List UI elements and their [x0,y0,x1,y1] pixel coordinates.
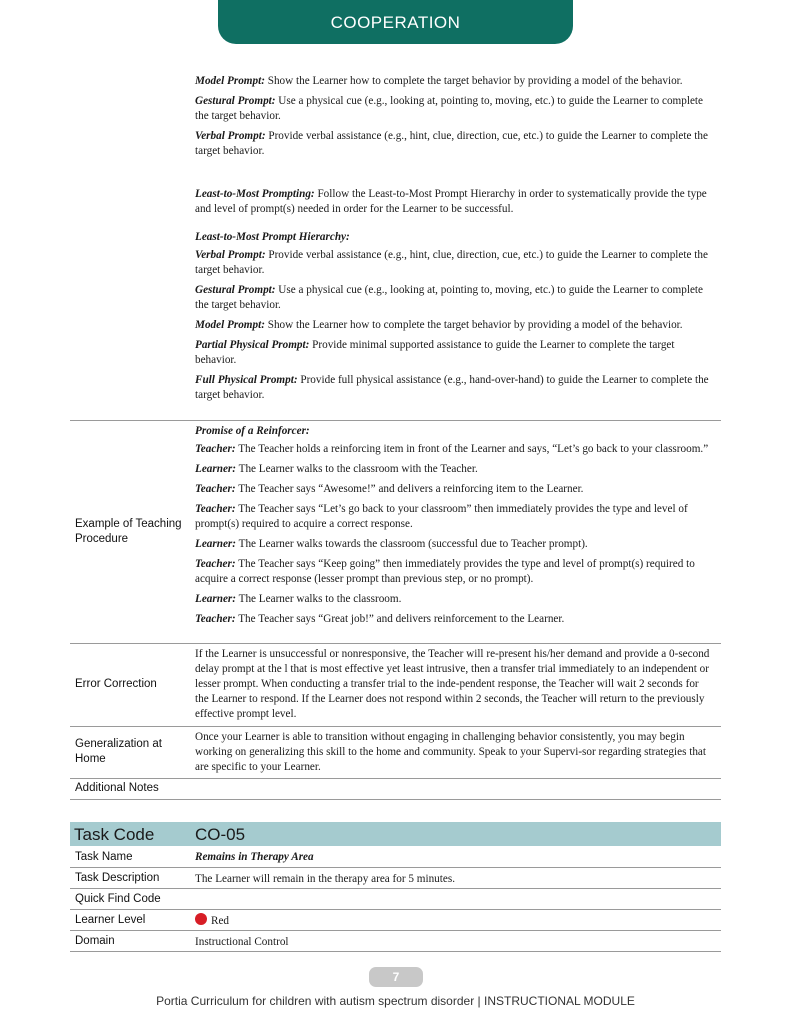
hierarchy-item: Gestural Prompt: Use a physical cue (e.g., looking at, pointing to, moving, etc.) to guide the Learner to complete the target behavior. [195,284,703,311]
teaching-step: Teacher: The Teacher says “Let’s go back to your classroom” then immediately provides the type and level of prompt(s) required to acquire a correct response. [195,503,688,530]
prompt-hierarchy [195,230,715,403]
additional-notes-label: Additional Notes [75,782,159,794]
hierarchy-heading: Least-to-Most Prompt Hierarchy: [195,231,350,243]
generalization-text: Once your Learner is able to transition without engaging in challenging behavior consistently, you may begin working on generalizing this skill to the home and community. Speak to your Supervi-sor regarding strategies that are specific to your Learner. [195,731,706,773]
hierarchy-item: Model Prompt: Show the Learner how to complete the target behavior by providing a model of the behavior. [195,319,683,331]
page-number: 7 [369,967,423,987]
prompt-definition: Model Prompt: Show the Learner how to complete the target behavior by providing a model of the behavior. [195,75,683,87]
error-correction-text: If the Learner is unsuccessful or nonresponsive, the Teacher will re-present his/her demand and provide a 0-second delay prompt at the l that is most effective yet least intrusive, then a transfer trial immediately to an independent or lesser prompt. When conducting a transfer trial to the inde-pendent response, the Teacher will wait 2 seconds for the Learner to respond. If the Learner does not respond within 2 seconds, the Teacher will return to the previously effective prompt level. [195,648,710,720]
teaching-step: Teacher: The Teacher says “Keep going” then immediately provides the type and level of prompt(s) required to acquire a correct response (lesser prompt than previous step, or no prompt). [195,558,695,585]
section-title: COOPERATION [330,13,461,32]
task-code-label: Task Code [74,825,155,844]
teaching-step: Teacher: The Teacher holds a reinforcing item in front of the Learner and says, “Let’s go back to your classroom.” [195,443,709,455]
prompt-definitions [195,74,715,159]
task-description-value: The Learner will remain in the therapy area for 5 minutes. [195,873,456,885]
teaching-step: Teacher: The Teacher says “Great job!” and delivers reinforcement to the Learner. [195,613,565,625]
hierarchy-item: Full Physical Prompt: Provide full physical assistance (e.g., hand-over-hand) to guide the Learner to complete the target behavior. [195,374,709,401]
page-footer: Portia Curriculum for children with autism spectrum disorder | INSTRUCTIONAL MODULE [156,994,635,1008]
divider [70,909,721,910]
learner-level-value: Red [195,913,229,929]
task-code-header [70,822,721,846]
divider [70,867,721,868]
prompt-definition: Verbal Prompt: Provide verbal assistance (e.g., hint, clue, direction, cue, etc.) to guide the Learner to complete the target behavior. [195,130,708,157]
teaching-step: Learner: The Learner walks to the classroom with the Teacher. [195,463,478,475]
least-to-most-prompting: Least-to-Most Prompting: Follow the Least-to-Most Prompt Hierarchy in order to systematically provide the type and level of prompt(s) needed in order for the Learner to be successful. [195,188,707,215]
divider [70,420,721,421]
teaching-step: Learner: The Learner walks towards the classroom (successful due to Teacher prompt). [195,538,588,550]
divider [70,643,721,644]
teaching-step: Learner: The Learner walks to the classroom. [195,593,402,605]
divider [70,888,721,889]
teaching-heading: Promise of a Reinforcer: [195,425,310,437]
section-header-tab [218,0,573,44]
prompt-definition: Gestural Prompt: Use a physical cue (e.g., looking at, pointing to, moving, etc.) to guide the Learner to complete the target behavior. [195,95,703,122]
domain-value: Instructional Control [195,936,289,948]
quick-find-label: Quick Find Code [75,893,161,905]
teaching-procedure-label: Example of Teaching Procedure [75,518,182,545]
divider [70,951,721,952]
hierarchy-item: Verbal Prompt: Provide verbal assistance (e.g., hint, clue, direction, cue, etc.) to guide the Learner to complete the target behavior. [195,249,708,276]
domain-label: Domain [75,935,115,947]
error-correction-label: Error Correction [75,678,157,690]
teaching-procedure [195,424,715,627]
teaching-step: Teacher: The Teacher says “Awesome!” and delivers a reinforcing item to the Learner. [195,483,584,495]
divider [70,930,721,931]
task-code-value: CO-05 [195,825,246,844]
red-level-dot-icon [195,913,207,925]
divider [70,778,721,779]
task-description-label: Task Description [75,872,160,884]
task-name-label: Task Name [75,851,133,863]
divider [70,726,721,727]
divider [70,799,721,800]
hierarchy-item: Partial Physical Prompt: Provide minimal supported assistance to guide the Learner to complete the target behavior. [195,339,675,366]
learner-level-label: Learner Level [75,914,146,926]
generalization-label: Generalization at Home [75,738,162,765]
task-name-value: Remains in Therapy Area [195,851,314,863]
